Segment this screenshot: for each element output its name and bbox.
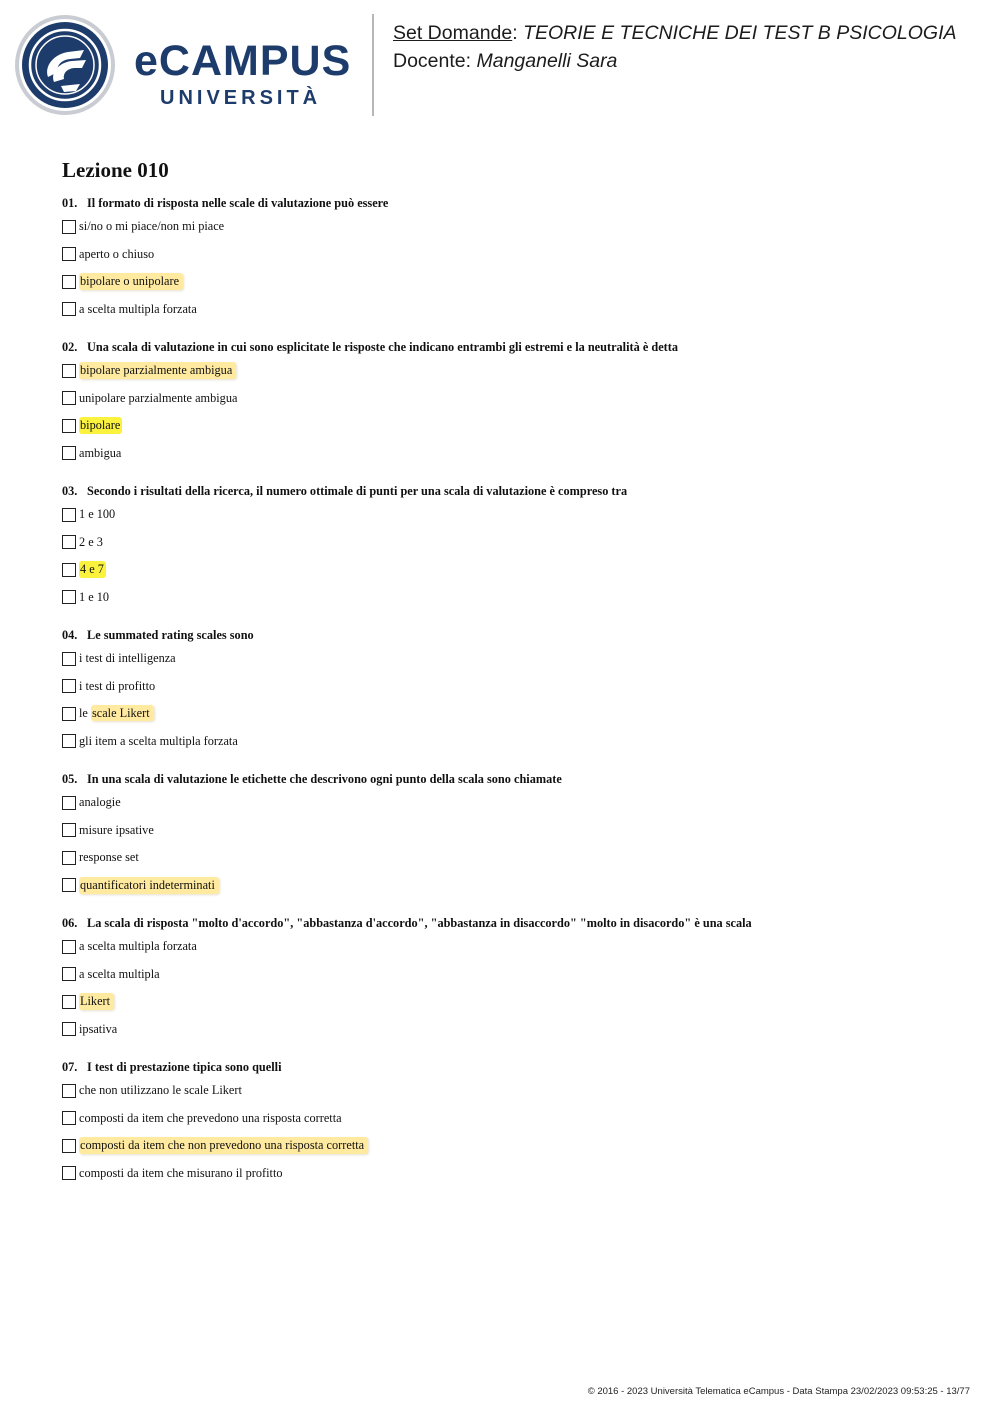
answer-label: misure ipsative <box>79 822 154 837</box>
answer-label: ambigua <box>79 445 122 460</box>
lesson-title: Lezione 010 <box>62 158 169 182</box>
answer-checkbox[interactable] <box>62 1022 76 1036</box>
header-divider <box>372 14 374 116</box>
answer-label: a scelta multipla <box>79 966 160 981</box>
logo-subtitle: UNIVERSITÀ <box>160 87 322 109</box>
answer-checkbox[interactable] <box>62 563 76 577</box>
answer-checkbox[interactable] <box>62 391 76 405</box>
answer-option[interactable] <box>62 817 962 845</box>
answer-option[interactable] <box>62 1077 962 1105</box>
answer-label: i test di profitto <box>79 678 156 693</box>
answer-option[interactable] <box>62 584 962 612</box>
answer-label: composti da item che prevedono una risposta corretta <box>79 1110 342 1125</box>
teacher-label: Docente: <box>393 49 472 72</box>
answer-option[interactable] <box>62 440 962 468</box>
answer-option[interactable] <box>62 988 962 1016</box>
answer-checkbox[interactable] <box>62 878 76 892</box>
answer-option[interactable] <box>62 296 962 324</box>
teacher-value: Manganelli Sara <box>476 49 618 72</box>
answer-option[interactable] <box>62 844 962 872</box>
answer-label: 1 e 10 <box>79 589 110 604</box>
question-block <box>62 481 962 611</box>
question-label: Una scala di valutazione in cui sono esplicitate le risposte che indicano entrambi gli estremi e la neutralità è detta <box>87 340 679 354</box>
answer-label: 4 e 7 <box>80 562 104 577</box>
question-text <box>62 913 962 933</box>
answer-option[interactable] <box>62 872 962 900</box>
question-block <box>62 913 962 1043</box>
question-text <box>62 625 962 645</box>
answer-label: unipolare parzialmente ambigua <box>79 390 238 405</box>
answer-label: a scelta multipla forzata <box>79 301 197 316</box>
answer-label: composti da item che non prevedono una risposta corretta <box>79 1137 368 1154</box>
answer-label: bipolare <box>80 418 121 433</box>
question-list <box>62 193 962 1201</box>
answer-checkbox[interactable] <box>62 796 76 810</box>
answer-option[interactable] <box>62 412 962 440</box>
answer-label: gli item a scelta multipla forzata <box>79 733 238 748</box>
question-text <box>62 769 962 789</box>
answer-option[interactable] <box>62 728 962 756</box>
question-number: 05. <box>62 772 78 786</box>
question-block <box>62 1057 962 1187</box>
answer-checkbox[interactable] <box>62 1139 76 1153</box>
question-block <box>62 337 962 467</box>
question-block <box>62 193 962 323</box>
answer-option[interactable] <box>62 1132 962 1160</box>
question-block <box>62 625 962 755</box>
answer-option[interactable] <box>62 933 962 961</box>
answer-option[interactable] <box>62 501 962 529</box>
answer-checkbox[interactable] <box>62 275 76 289</box>
page-footer: © 2016 - 2023 Università Telematica eCampus - Data Stampa 23/02/2023 09:53:25 - 13/77 <box>587 1386 970 1397</box>
answer-option[interactable] <box>62 1016 962 1044</box>
set-value: TEORIE E TECNICHE DEI TEST B PSICOLOGIA <box>523 22 957 44</box>
question-text <box>62 481 962 501</box>
answer-label-plain: le <box>79 706 91 721</box>
answer-option[interactable] <box>62 1160 962 1188</box>
answer-checkbox[interactable] <box>62 302 76 316</box>
answer-checkbox[interactable] <box>62 734 76 748</box>
answer-label: bipolare parzialmente ambigua <box>79 362 236 379</box>
set-line: Set Domande: TEORIE E TECNICHE DEI TEST B PSICOLOGIA <box>393 22 957 44</box>
answer-checkbox[interactable] <box>62 419 76 433</box>
answer-checkbox[interactable] <box>62 652 76 666</box>
answer-label: a scelta multipla forzata <box>79 939 197 954</box>
question-number: 01. <box>62 196 78 210</box>
answer-label: i test di intelligenza <box>79 651 176 666</box>
answer-label: aperto o chiuso <box>79 246 155 261</box>
answer-label: Likert <box>79 993 114 1010</box>
answer-label-highlight: scale Likert <box>91 705 154 721</box>
answer-checkbox[interactable] <box>62 247 76 261</box>
answer-label: bipolare o unipolare <box>79 273 183 290</box>
answer-checkbox[interactable] <box>62 707 76 721</box>
answer-option[interactable] <box>62 556 962 584</box>
answer-option[interactable] <box>62 700 962 728</box>
question-label: La scala di risposta "molto d'accordo", "abbastanza d'accordo", "abbastanza in disaccordo" "molto in disacordo" è una scala <box>87 916 752 930</box>
answer-label: analogie <box>79 795 121 810</box>
answer-label: composti da item che misurano il profitto <box>79 1165 283 1180</box>
question-block <box>62 769 962 899</box>
answer-label: 2 e 3 <box>79 534 103 549</box>
answer-checkbox[interactable] <box>62 590 76 604</box>
question-number: 03. <box>62 484 78 498</box>
answer-option[interactable] <box>62 357 962 385</box>
answer-option[interactable] <box>62 529 962 557</box>
answer-label: ipsativa <box>79 1021 118 1036</box>
answer-option[interactable] <box>62 241 962 269</box>
ecampus-seal-icon <box>14 14 116 116</box>
question-text <box>62 193 962 213</box>
answer-checkbox[interactable] <box>62 535 76 549</box>
answer-option[interactable] <box>62 645 962 673</box>
answer-checkbox[interactable] <box>62 1111 76 1125</box>
header-info <box>393 20 983 75</box>
answer-checkbox[interactable] <box>62 220 76 234</box>
answer-checkbox[interactable] <box>62 364 76 378</box>
answer-option[interactable] <box>62 789 962 817</box>
question-label: Le summated rating scales sono <box>87 628 254 642</box>
answer-option[interactable] <box>62 385 962 413</box>
answer-label: che non utilizzano le scale Likert <box>79 1083 242 1098</box>
question-label: In una scala di valutazione le etichette che descrivono ogni punto della scala sono chiamate <box>87 772 562 786</box>
answer-checkbox[interactable] <box>62 1166 76 1180</box>
answer-label: si/no o mi piace/non mi piace <box>79 219 225 234</box>
answer-checkbox[interactable] <box>62 823 76 837</box>
answer-checkbox[interactable] <box>62 679 76 693</box>
answer-option[interactable] <box>62 961 962 989</box>
ecampus-logo <box>14 14 359 116</box>
answer-label: quantificatori indeterminati <box>79 877 219 894</box>
answer-checkbox[interactable] <box>62 1084 76 1098</box>
set-label: Set Domande <box>393 22 513 44</box>
answer-checkbox[interactable] <box>62 967 76 981</box>
answer-checkbox[interactable] <box>62 940 76 954</box>
question-label: Secondo i risultati della ricerca, il numero ottimale di punti per una scala di valutazione è compreso tra <box>87 484 628 498</box>
answer-checkbox[interactable] <box>62 446 76 460</box>
question-label: I test di prestazione tipica sono quelli <box>87 1060 282 1074</box>
answer-label: 1 e 100 <box>79 507 116 522</box>
question-text <box>62 337 962 357</box>
answer-option[interactable] <box>62 268 962 296</box>
answer-label <box>79 706 154 721</box>
question-number: 04. <box>62 628 78 642</box>
question-number: 06. <box>62 916 78 930</box>
teacher-line <box>393 48 983 76</box>
answer-option[interactable] <box>62 1105 962 1133</box>
answer-checkbox[interactable] <box>62 995 76 1009</box>
question-text <box>62 1057 962 1077</box>
answer-checkbox[interactable] <box>62 851 76 865</box>
logo-wordmark: eCAMPUS <box>134 37 352 85</box>
answer-option[interactable] <box>62 213 962 241</box>
question-label: Il formato di risposta nelle scale di valutazione può essere <box>87 196 389 210</box>
answer-label: response set <box>79 850 139 865</box>
question-number: 02. <box>62 340 78 354</box>
answer-checkbox[interactable] <box>62 508 76 522</box>
question-number: 07. <box>62 1060 78 1074</box>
answer-option[interactable] <box>62 673 962 701</box>
